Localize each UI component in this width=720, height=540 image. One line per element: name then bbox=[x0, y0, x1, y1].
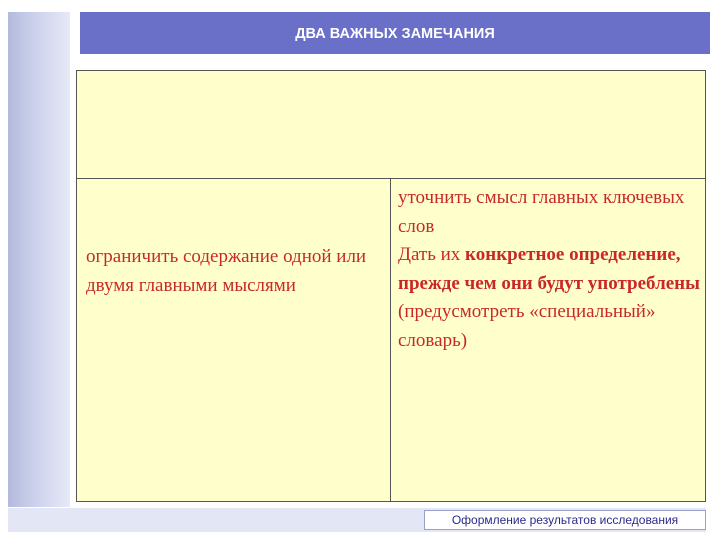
right-cell-text bbox=[398, 184, 703, 355]
right-cell-line2-normal: Дать их bbox=[398, 244, 466, 265]
table-vertical-divider bbox=[390, 178, 391, 502]
footer-text: Оформление результатов исследования bbox=[451, 513, 679, 527]
left-cell-text: ограничить содержание одной или двумя главными мыслями bbox=[86, 246, 367, 296]
right-cell-line2-bold: конкретное определение, прежде чем они будут употреблены bbox=[398, 244, 700, 294]
slide-title: ДВА ВАЖНЫХ ЗАМЕЧАНИЯ bbox=[295, 26, 495, 42]
right-cell-line3: (предусмотреть «специальный» словарь) bbox=[398, 301, 656, 351]
side-decoration-bar bbox=[8, 12, 70, 507]
right-cell-line1: уточнить смысл главных ключевых слов bbox=[398, 187, 685, 237]
table-horizontal-divider bbox=[76, 178, 706, 179]
footer-box bbox=[424, 510, 706, 530]
title-bar bbox=[80, 12, 710, 54]
